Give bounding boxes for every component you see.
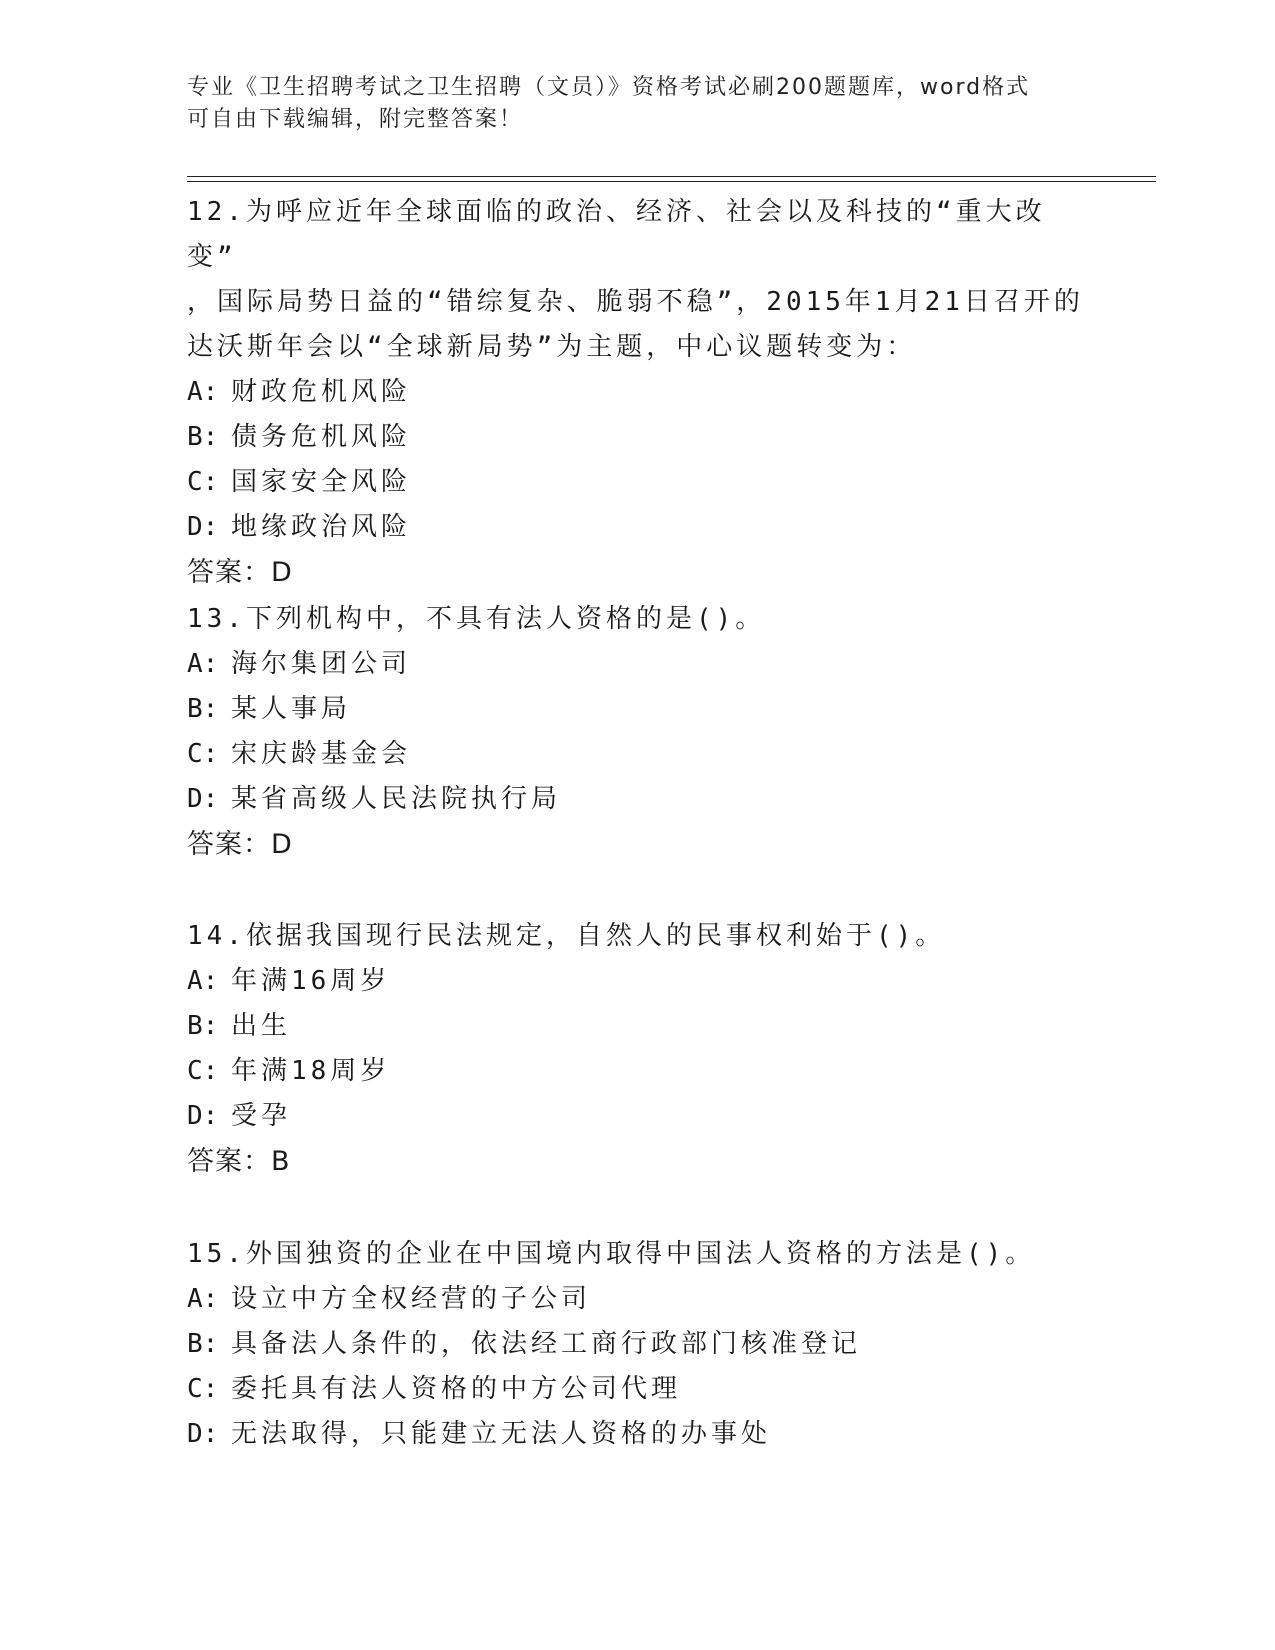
option-key: A:: [187, 377, 219, 407]
option-a: [187, 1277, 1087, 1322]
answer-line: 答案：B: [187, 1146, 291, 1177]
option-d: [187, 777, 1087, 822]
option-d: [187, 505, 1087, 550]
option-text: 出生: [231, 1011, 292, 1041]
option-text: 宋庆龄基金会: [231, 739, 412, 769]
option-key: D:: [187, 784, 219, 814]
option-key: D:: [187, 512, 219, 542]
option-text: 委托具有法人资格的中方公司代理: [231, 1374, 682, 1404]
option-a: [187, 370, 1087, 415]
header-divider-top: [187, 176, 1156, 177]
answer-line: 答案：D: [187, 557, 293, 588]
option-c: [187, 732, 1087, 777]
option-key: A:: [187, 966, 219, 996]
option-key: B:: [187, 422, 219, 452]
option-c: [187, 1049, 1087, 1094]
option-b: [187, 1322, 1087, 1367]
question-stem-line: 14.依据我国现行民法规定，自然人的民事权利始于()。: [187, 921, 946, 951]
option-key: C:: [187, 467, 219, 497]
question-stem-line: 12.为呼应近年全球面临的政治、经济、社会以及科技的“重大改变”: [187, 197, 1046, 272]
option-b: [187, 1004, 1087, 1049]
option-text: 某人事局: [231, 694, 352, 724]
answer-line: 答案：D: [187, 829, 293, 860]
option-text: 年满16周岁: [231, 966, 391, 996]
option-key: A:: [187, 1284, 219, 1314]
option-text: 具备法人条件的，依法经工商行政部门核准登记: [231, 1329, 862, 1359]
option-d: [187, 1094, 1087, 1139]
question-15: [187, 1232, 1087, 1457]
option-text: 海尔集团公司: [231, 649, 412, 679]
question-stem-line: ，国际局势日益的“错综复杂、脆弱不稳”，2015年1月21日召开的: [187, 287, 1084, 317]
header-line-1: 专业《卫生招聘考试之卫生招聘（文员）》资格考试必刷200题题库，word格式: [187, 75, 1031, 100]
option-b: [187, 415, 1087, 460]
question-12: [187, 190, 1087, 595]
question-stem-line: 达沃斯年会以“全球新局势”为主题，中心议题转变为：: [187, 332, 917, 362]
option-b: [187, 687, 1087, 732]
question-14: [187, 914, 1087, 1184]
option-key: C:: [187, 1056, 219, 1086]
option-d: [187, 1412, 1087, 1457]
option-c: [187, 1367, 1087, 1412]
option-text: 年满18周岁: [231, 1056, 391, 1086]
option-a: [187, 642, 1087, 687]
option-text: 设立中方全权经营的子公司: [231, 1284, 592, 1314]
option-key: A:: [187, 649, 219, 679]
option-text: 无法取得，只能建立无法人资格的办事处: [231, 1419, 772, 1449]
option-text: 地缘政治风险: [231, 512, 412, 542]
header-line-2: 可自由下载编辑，附完整答案！: [187, 107, 524, 132]
question-stem-line: 13.下列机构中，不具有法人资格的是()。: [187, 604, 766, 634]
option-key: C:: [187, 1374, 219, 1404]
option-key: D:: [187, 1419, 219, 1449]
option-text: 某省高级人民法院执行局: [231, 784, 562, 814]
option-key: D:: [187, 1101, 219, 1131]
option-key: B:: [187, 1329, 219, 1359]
question-stem-line: 15.外国独资的企业在中国境内取得中国法人资格的方法是()。: [187, 1239, 1036, 1269]
option-text: 债务危机风险: [231, 422, 412, 452]
option-key: B:: [187, 694, 219, 724]
header-divider-bottom: [187, 181, 1156, 182]
option-key: C:: [187, 739, 219, 769]
option-text: 受孕: [231, 1101, 292, 1131]
document-header: [187, 72, 1087, 136]
question-13: [187, 597, 1087, 867]
option-a: [187, 959, 1087, 1004]
option-text: 国家安全风险: [231, 467, 412, 497]
option-key: B:: [187, 1011, 219, 1041]
option-text: 财政危机风险: [231, 377, 412, 407]
option-c: [187, 460, 1087, 505]
